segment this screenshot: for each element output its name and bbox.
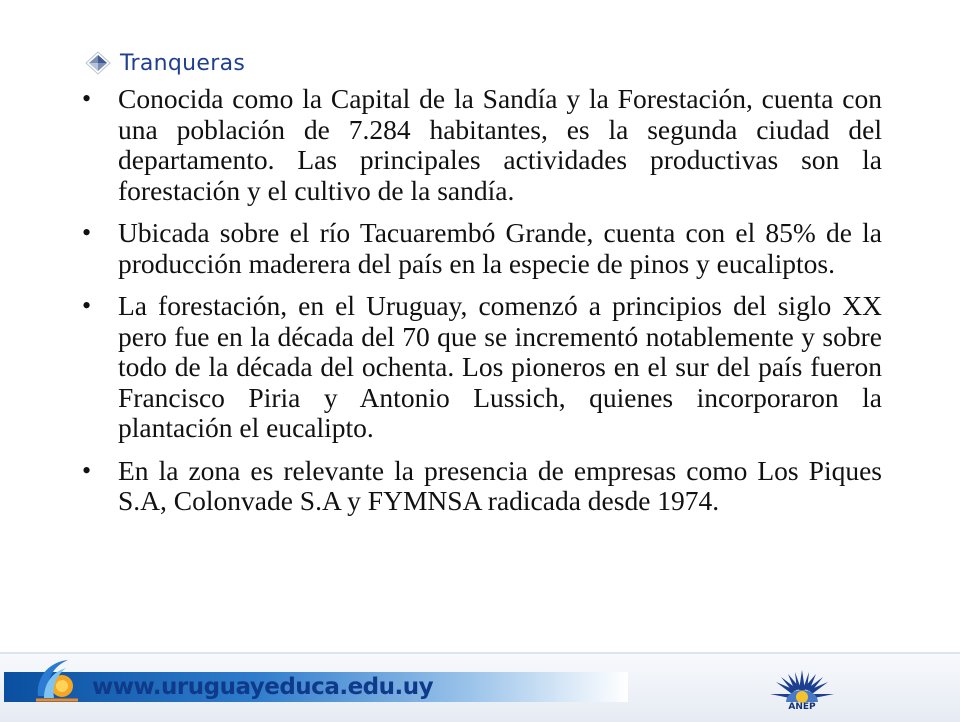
slide-heading (84, 50, 245, 76)
uruguayeduca-logo-icon (32, 656, 82, 704)
heading-text: Tranqueras (120, 50, 246, 76)
bullet-dot: • (82, 455, 92, 485)
bullet-item (78, 456, 882, 517)
anep-label: ANEP (788, 702, 816, 712)
bullet-text: En la zona es relevante la presencia de empresas como Los Piques S.A, Colonvade S.A y FYMNSA radicada desde 1974. (118, 454, 882, 516)
bullet-text: La forestación, en el Uruguay, comenzó a principios del siglo XX pero fue en la década del 70 que se incrementó notablemente y sobre todo de la década del ochenta. Los pioneros en el sur del país fueron Francisco Piria y Antonio Lussich, quienes incorporaron la plantación el eucalipto. (118, 290, 882, 443)
footer-url[interactable]: www.uruguayeduca.edu.uy (92, 674, 434, 700)
bullet-dot: • (82, 218, 92, 247)
bullet-dot: • (82, 291, 92, 320)
bullet-text: Ubicada sobre el río Tacuarembó Grande, cuenta con el 85% de la producción maderera del país en la especie de pinos y eucaliptos. (118, 217, 882, 279)
bullet-item (78, 84, 882, 206)
bullet-item (78, 291, 882, 444)
bullet-list (78, 84, 882, 529)
bullet-item (78, 218, 882, 279)
bullet-text: Conocida como la Capital de la Sandía y la Forestación, cuenta con una población de 7.284 habitantes, es la segunda ciudad del departamento. Las principales actividades productivas son la forestación y el cultivo de la sandía. (118, 83, 882, 206)
diamond-bullet-icon (84, 50, 112, 76)
bullet-dot: • (82, 84, 92, 113)
